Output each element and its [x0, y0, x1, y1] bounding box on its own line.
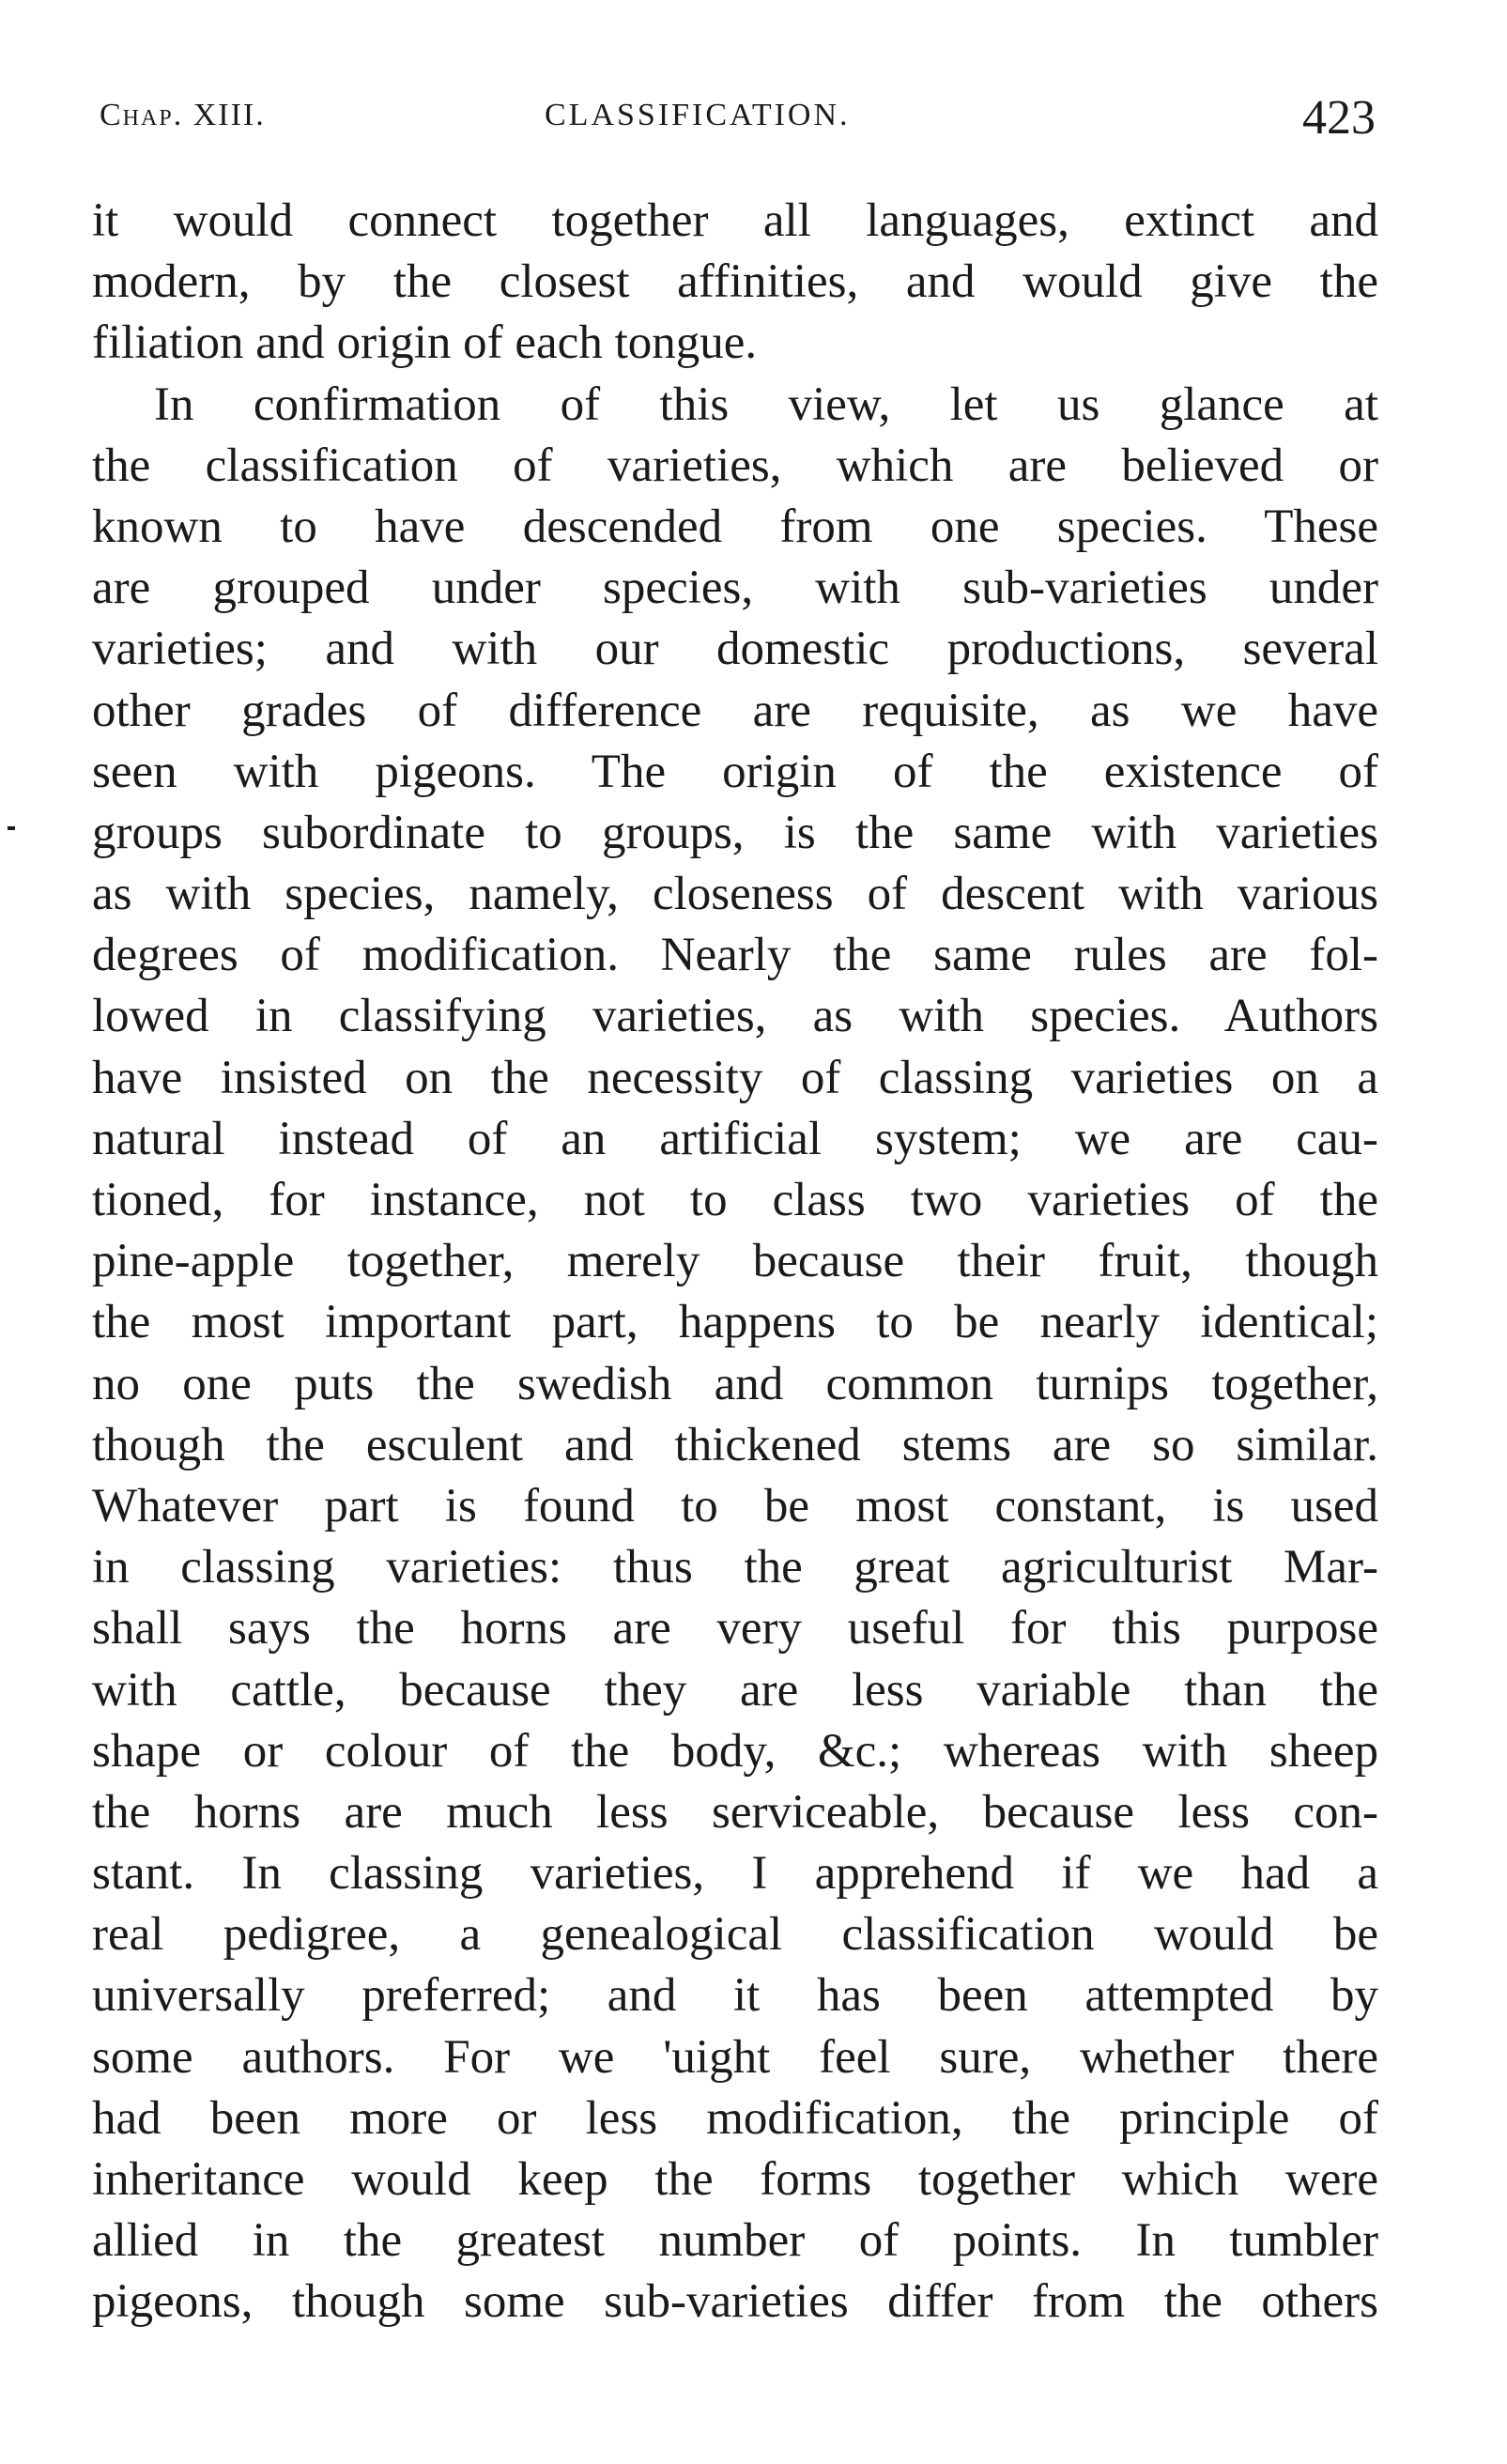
text-line: shall says the horns are very useful for this purpose — [92, 1602, 1378, 1656]
text-line: groups subordinate to groups, is the same with varieties — [92, 806, 1378, 859]
text-line: universally preferred; and it has been attempted by — [92, 1969, 1378, 2023]
text-line: Whatever part is found to be most constant, is used — [92, 1479, 1378, 1532]
text-line: seen with pigeons. The origin of the existence of — [92, 745, 1378, 798]
text-line: it would connect together all languages, extinct and — [92, 194, 1378, 247]
paragraph-start-line: In confirmation of this view, let us glance at — [154, 377, 1378, 431]
text-line: real pedigree, a genealogical classification would be — [92, 1908, 1378, 1962]
text-line: pine-apple together, merely because their fruit, though — [92, 1235, 1378, 1288]
text-line: pigeons, though some sub-varieties differ from the others — [92, 2275, 1378, 2329]
running-head — [94, 90, 1376, 156]
text-line: though the esculent and thickened stems are so similar. — [92, 1418, 1378, 1471]
text-line: shape or colour of the body, &c.; whereas with sheep — [92, 1724, 1378, 1778]
text-line: the most important part, happens to be nearly identical; — [92, 1296, 1378, 1349]
text-line: filiation and origin of each tongue. — [92, 316, 758, 370]
chapter-label: Chap. XIII. — [100, 98, 266, 132]
margin-mark — [8, 826, 15, 830]
text-line: varieties; and with our domestic productions, several — [92, 623, 1378, 676]
text-line: tioned, for instance, not to class two varieties of the — [92, 1174, 1378, 1226]
running-title: CLASSIFICATION. — [545, 98, 851, 132]
text-line: inheritance would keep the forms together which were — [92, 2153, 1378, 2206]
text-line: lowed in classifying varieties, as with species. Authors — [92, 990, 1378, 1043]
text-line: other grades of difference are requisite, as we have — [92, 684, 1378, 737]
body-text — [92, 191, 1378, 2333]
text-line: stant. In classing varieties, I apprehend if we had a — [92, 1847, 1378, 1901]
text-line: with cattle, because they are less variable than the — [92, 1663, 1378, 1717]
text-line: allied in the greatest number of points. In tumbler — [92, 2214, 1378, 2268]
text-line: are grouped under species, with sub-varieties under — [92, 562, 1378, 615]
text-line: natural instead of an artificial system; we are cau- — [92, 1112, 1378, 1165]
text-line: modern, by the closest affinities, and would give the — [92, 255, 1378, 309]
text-line: the horns are much less serviceable, because less con- — [92, 1785, 1378, 1839]
text-line: in classing varieties: thus the great agriculturist Mar- — [92, 1541, 1378, 1594]
text-line: have insisted on the necessity of classing varieties on a — [92, 1051, 1378, 1104]
text-line: as with species, namely, closeness of descent with various — [92, 868, 1378, 921]
text-line: some authors. For we 'uight feel sure, whether there — [92, 2030, 1378, 2084]
text-line: known to have descended from one species. These — [92, 500, 1378, 553]
text-line: no one puts the swedish and common turnips together, — [92, 1357, 1378, 1410]
text-line: the classification of varieties, which are believed or — [92, 439, 1378, 492]
text-line: had been more or less modification, the principle of — [92, 2091, 1378, 2145]
text-line: degrees of modification. Nearly the same rules are fol- — [92, 929, 1378, 982]
page-number: 423 — [1302, 91, 1376, 145]
